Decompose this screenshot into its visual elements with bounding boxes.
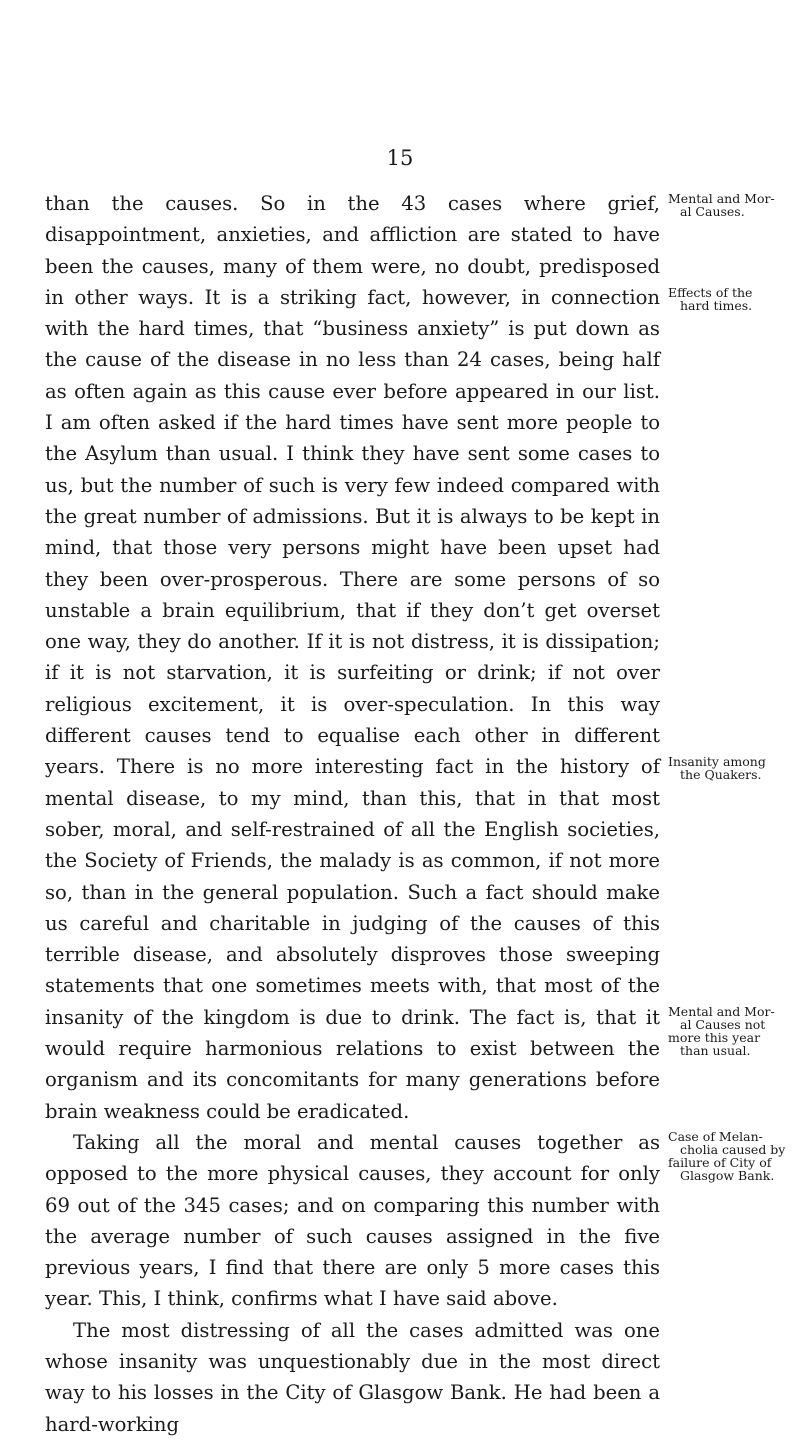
paragraph: The most distressing of all the cases admitted was one whose insanity was unquestionably due in the most direct way to his losses in the City of Glasgow Bank. He had been a hard-working xyxy=(45,1318,660,1436)
body-text xyxy=(45,188,660,1440)
side-note-causes-not-more: Mental and Mor- al Causes not more this year than usual. xyxy=(668,1004,775,1058)
paragraph: Taking all the moral and mental causes together as opposed to the more physical causes, they account for only 69 out of the 345 cases; and on comparing this number with the average number of such causes assigned in the five previous years, I find that there are only 5 more cases this year. This, I think, confirms what I have said above. xyxy=(45,1130,660,1311)
side-note-quakers: Insanity among the Quakers. xyxy=(668,754,766,782)
side-note-hard-times: Effects of the hard times. xyxy=(668,285,753,313)
side-note-glasgow-bank-case: Case of Melan- cholia caused by failure of City of Glasgow Bank. xyxy=(668,1129,786,1183)
page-number: 15 xyxy=(386,146,414,170)
side-note-mental-moral-causes: Mental and Mor- al Causes. xyxy=(668,191,775,219)
paragraph: than the causes. So in the 43 cases where grief, disappointment, anxieties, and affliction are stated to have been the causes, many of them were, no doubt, predisposed in other ways. It is a striking fact, however, in connection with the hard times, that “business anxiety” is put down as the cause of the disease in no less than 24 cases, being half as often again as this cause ever before appeared in our list. I am often asked if the hard times have sent more people to the Asylum than usual. I think they have sent some cases to us, but the number of such is very few indeed compared with the great number of admissions. But it is always to be kept in mind, that those very persons might have been upset had they been over-prosperous. There are some persons of so unstable a brain equilibrium, that if they don’t get overset one way, they do another. If it is not distress, it is dissipation; if it is not starvation, it is surfeiting or drink; if not over religious excitement, it is over-speculation. In this way different causes tend to equalise each other in different years. There is no more interesting fact in the history of mental disease, to my mind, than this, that in that most sober, moral, and self-restrained of all the English societies, the Society of Friends, the malady is as common, if not more so, than in the general population. Such a fact should make us careful and charitable in judging of the causes of this terrible disease, and absolutely disproves those sweeping statements that one sometimes meets with, that most of the insanity of the kingdom is due to drink. The fact is, that it would require harmonious relations to exist between the organism and its concomitants for many generations before brain weakness could be eradicated. xyxy=(45,192,660,1123)
